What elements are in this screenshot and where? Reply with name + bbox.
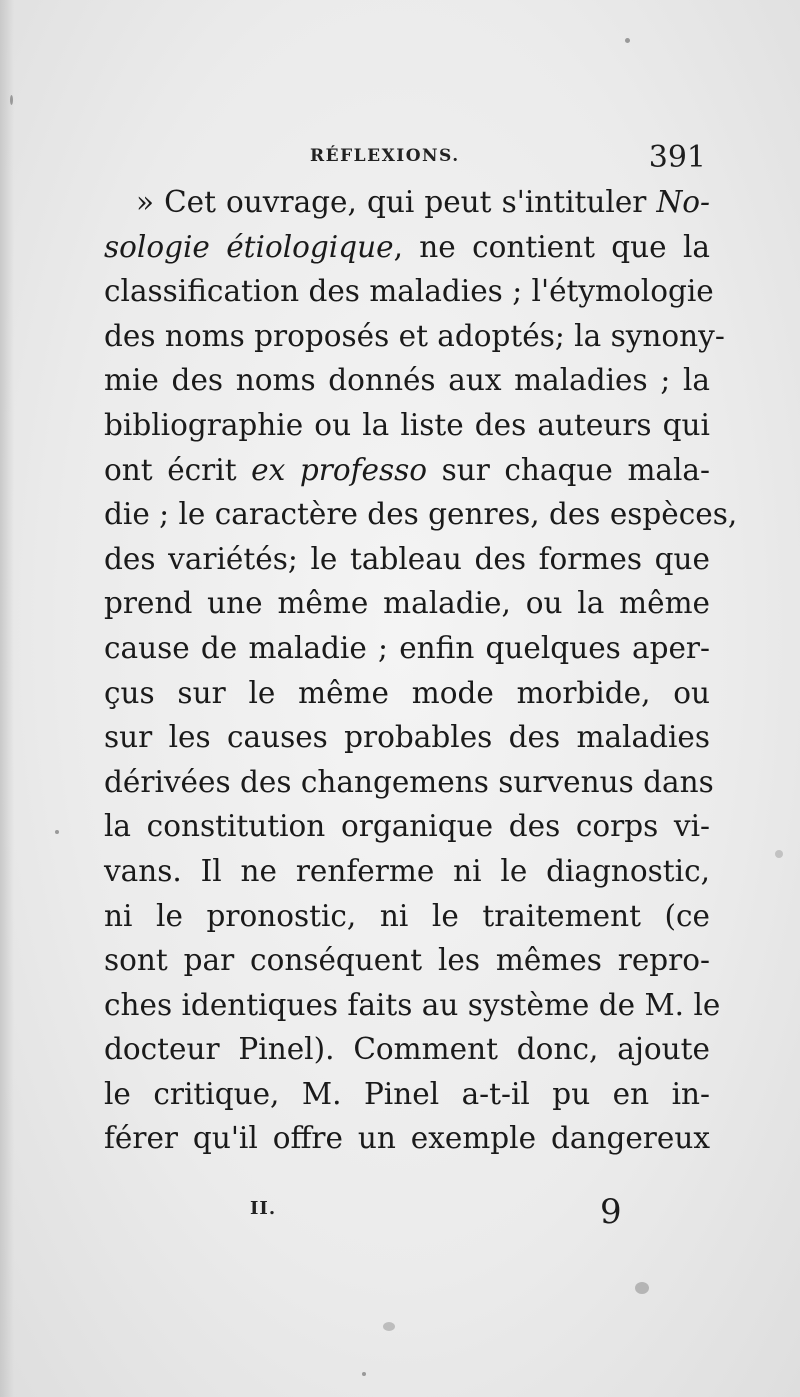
text-line: docteur Pinel). Comment donc, ajoute — [104, 1032, 710, 1067]
paper-speck — [383, 1322, 395, 1331]
paper-speck — [55, 830, 59, 834]
text-line: dérivées des changemens survenus dans — [104, 764, 714, 799]
body-text — [104, 180, 738, 1161]
running-head: RÉFLEXIONS. — [310, 146, 460, 166]
text-line: sologie étiologique, ne contient que la — [104, 229, 710, 264]
text-line: ches identiques faits au système de M. le — [104, 987, 721, 1022]
paper-speck — [10, 95, 13, 105]
text-line: » Cet ouvrage, qui peut s'intituler No- — [136, 185, 710, 219]
text-line: die ; le caractère des genres, des espèces, — [104, 497, 738, 532]
text-line: férer qu'il offre un exemple dangereux — [104, 1121, 710, 1156]
text-line: des variétés; le tableau des formes que — [104, 541, 710, 576]
text-line: des noms proposés et adoptés; la synony- — [104, 318, 725, 353]
signature-mark-volume: II. — [250, 1198, 277, 1219]
paper-speck — [362, 1372, 366, 1376]
page-footer — [100, 1192, 710, 1242]
text-line: ont écrit ex professo sur chaque mala- — [104, 452, 710, 487]
text-line: la constitution organique des corps vi- — [104, 809, 710, 844]
text-line: classification des maladies ; l'étymologie — [104, 274, 714, 309]
signature-mark-gathering: 9 — [600, 1192, 622, 1232]
paper-speck — [625, 38, 630, 43]
paper-speck — [775, 850, 783, 858]
text-line: vans. Il ne renferme ni le diagnostic, — [104, 853, 710, 888]
page-header — [100, 140, 710, 180]
text-line: mie des noms donnés aux maladies ; la — [104, 363, 710, 398]
page-edge-shadow — [0, 0, 14, 1397]
text-line: çus sur le même mode morbide, ou — [104, 675, 710, 710]
text-line: prend une même maladie, ou la même — [104, 586, 710, 621]
text-line: ni le pronostic, ni le traitement (ce — [104, 898, 710, 933]
text-line: le critique, M. Pinel a-t-il pu en in- — [104, 1076, 710, 1111]
text-line: sont par conséquent les mêmes repro- — [104, 943, 710, 978]
text-line: cause de maladie ; enfin quelques aper- — [104, 630, 710, 665]
page-number: 391 — [648, 140, 706, 175]
text-line: sur les causes probables des maladies — [104, 720, 710, 755]
text-line: bibliographie ou la liste des auteurs qui — [104, 407, 710, 442]
paper-speck — [635, 1282, 649, 1294]
